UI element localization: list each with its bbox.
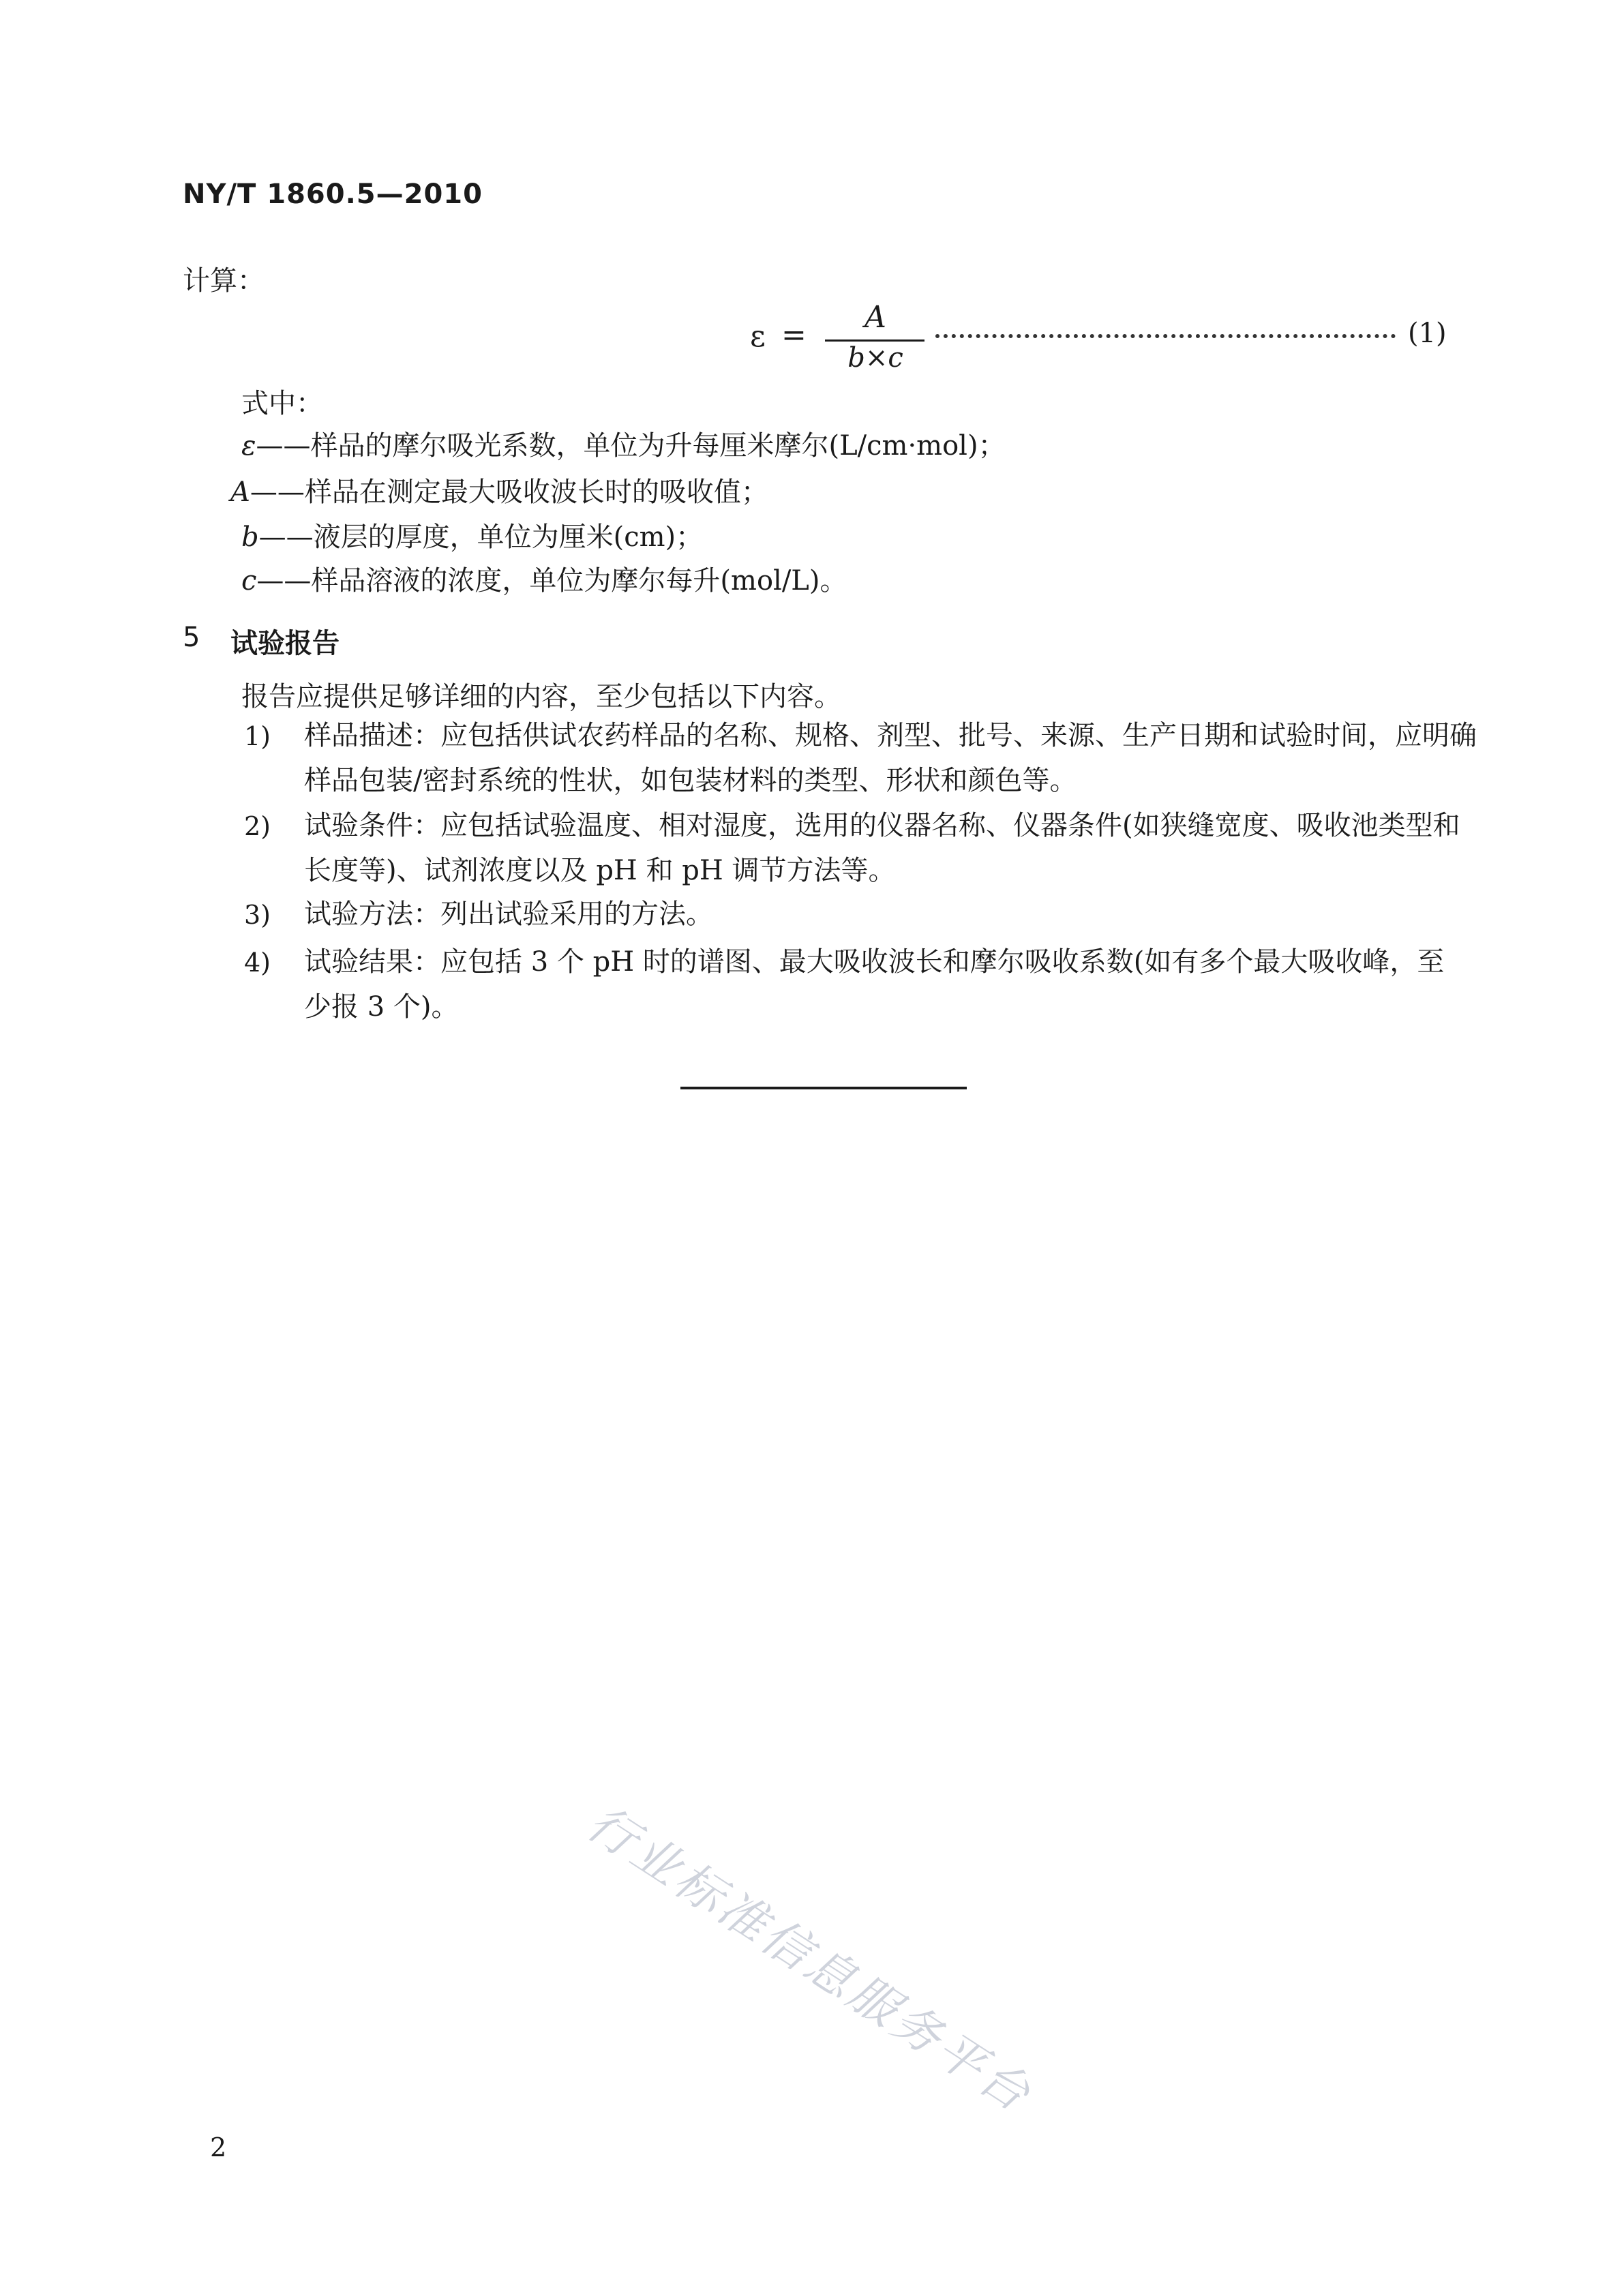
list-item-line: 试验条件：应包括试验温度、相对湿度，选用的仪器名称、仪器条件(如狭缝宽度、吸收池类型和	[304, 810, 1460, 841]
formula-denominator: b×c	[847, 342, 903, 374]
variable-description: ——样品的摩尔吸光系数，单位为升每厘米摩尔(L/cm·mol)；	[256, 430, 1006, 462]
list-item-number: 3)	[244, 900, 271, 930]
equation-number: (1)	[1408, 318, 1447, 349]
page-number: 2	[210, 2132, 227, 2162]
list-item-line: 试验结果：应包括 3 个 pH 时的谱图、最大吸收波长和摩尔吸收系数(如有多个最大吸收峰，至	[304, 946, 1445, 978]
variable-a	[230, 470, 768, 509]
variable-description: ——液层的厚度，单位为厘米(cm)；	[258, 522, 704, 553]
variable-symbol: ε	[241, 430, 256, 462]
list-item-line: 少报 3 个)。	[304, 991, 459, 1023]
list-item	[304, 892, 1463, 937]
formula-equals: =	[781, 318, 807, 352]
list-item-number: 2)	[244, 811, 271, 841]
list-item-number: 4)	[244, 948, 271, 978]
variable-description: ——样品在测定最大吸收波长时的吸收值；	[250, 477, 768, 508]
list-item-line: 长度等)、试剂浓度以及 pH 和 pH 调节方法等。	[304, 855, 896, 886]
standard-code: NY/T 1860.5—2010	[183, 179, 483, 210]
section-intro: 报告应提供足够详细的内容，至少包括以下内容。	[241, 681, 841, 712]
list-item-line: 试验方法：列出试验采用的方法。	[304, 899, 713, 930]
variable-symbol: A	[230, 477, 250, 508]
variable-description: ——样品溶液的浓度，单位为摩尔每升(mol/L)。	[256, 565, 847, 597]
formula-numerator: A	[864, 300, 886, 335]
list-item-number: 1)	[244, 721, 271, 751]
variable-c	[241, 559, 847, 598]
formula-fraction	[821, 300, 930, 382]
dot-leader	[935, 334, 1396, 338]
variable-symbol: c	[241, 565, 257, 597]
list-item	[304, 803, 1463, 893]
section-title: 试验报告	[230, 628, 340, 659]
calculation-label: 计算：	[183, 265, 265, 297]
section-number: 5	[183, 622, 200, 653]
end-of-document-rule	[680, 1087, 967, 1089]
watermark: 行业标准信息服务平台	[577, 1794, 1043, 2124]
list-item	[304, 713, 1477, 803]
variable-epsilon	[241, 424, 1006, 463]
fraction-bar	[825, 339, 924, 342]
list-item-line: 样品描述：应包括供试农药样品的名称、规格、剂型、批号、来源、生产日期和试验时间，应明确	[304, 720, 1477, 751]
variable-b	[241, 515, 703, 554]
list-item-line: 样品包装/密封系统的性状，如包装材料的类型、形状和颜色等。	[304, 765, 1077, 796]
formula-lhs: ε	[750, 319, 766, 354]
formula-1	[750, 300, 1452, 382]
where-label: 式中：	[241, 388, 323, 419]
variable-symbol: b	[241, 522, 259, 553]
list-item	[304, 939, 1463, 1029]
